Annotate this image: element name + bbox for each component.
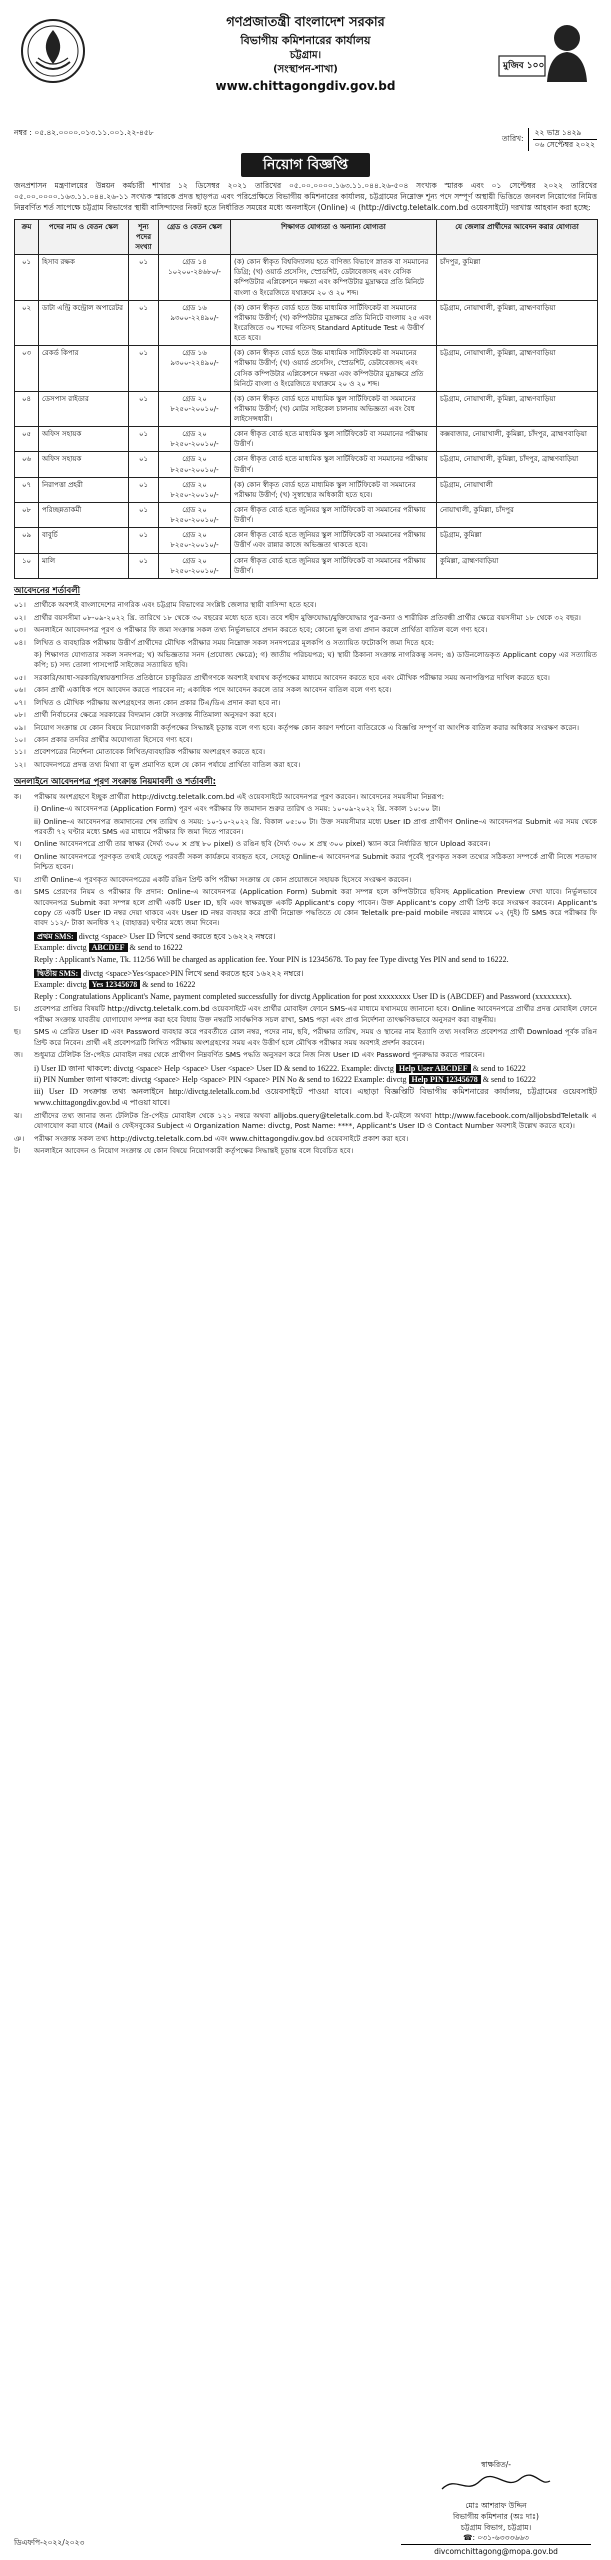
col-post: পদের নাম ও বেতন স্কেল	[39, 219, 129, 254]
cell-serial: ০৩	[15, 346, 39, 392]
cell-district: চট্টগ্রাম, নোয়াখালী, কুমিল্লা, ব্রাহ্মণবাড়িয়া	[437, 391, 598, 426]
table-row	[15, 477, 598, 502]
rule-number: ১১।	[14, 747, 26, 757]
office-city: চট্টগ্রাম।	[289, 49, 322, 61]
cell-district: নোয়াখালী, কুমিল্লা, চাঁদপুর	[437, 503, 598, 528]
cell-post: রেকর্ড কিপার	[39, 346, 129, 392]
recovery-block	[14, 1063, 597, 1109]
posts-table	[14, 219, 598, 579]
rule-number: ০৪।	[14, 637, 26, 647]
online-rule-item	[14, 852, 597, 873]
rule-number	[14, 650, 30, 671]
date-bangla: ২২ ভাদ্র ১৪২৯	[533, 128, 597, 140]
memo-date	[502, 128, 597, 151]
rule-text: অনলাইনে আবেদন ও নিয়োগ সংক্রান্ত যে কোন বিষয়ে নিয়োগকারী কর্তৃপক্ষের সিদ্ধান্তই চূড়ান্ত বলে বিবেচিত হবে।	[34, 1146, 354, 1156]
signatory-email[interactable]: divcomchittagong@mopa.gov.bd	[401, 2544, 591, 2558]
cell-count: ০১	[129, 477, 159, 502]
signatory-name: মোঃ আশরাফ উদ্দিন	[465, 2500, 527, 2510]
condition-item	[14, 673, 597, 683]
recovery-user-id: i) User ID জানা থাকলে: divctg <space> Help <space> User <space> User ID & send to 16222. Example: divctg	[34, 1063, 394, 1073]
table-row	[15, 503, 598, 528]
cell-grade: গ্রেড ১৪ ১০২০০-২৪৬৮০/-	[159, 255, 231, 301]
table-row	[15, 255, 598, 301]
online-rule-item	[14, 1004, 597, 1025]
cell-post: মালি	[39, 553, 129, 578]
cell-serial: ০৪	[15, 391, 39, 426]
signatory-phone: ☎: ০৩১-৬৩৩৩৬৬৩	[463, 2533, 529, 2543]
online-rules-list	[14, 792, 597, 929]
portrait-caption: মুজিব ১০০	[503, 61, 545, 71]
cell-count: ০১	[129, 503, 159, 528]
date-gregorian: ০৬ সেপ্টেম্বর ২০২২	[534, 139, 595, 149]
cell-district: কুমিল্লা, ব্রাহ্মণবাড়িয়া	[437, 553, 598, 578]
cell-serial: ০৫	[15, 427, 39, 452]
cell-serial: ০২	[15, 300, 39, 346]
cell-serial: ০৯	[15, 528, 39, 553]
rule-text: ক) শিক্ষাগত যোগ্যতার সকল সনদপত্র; খ) অভিজ্ঞতার সনদ (প্রযোজ্য ক্ষেত্রে); গ) জাতীয় পরিচয়পত্র; ঘ) স্থায়ী ঠিকানা সংক্রান্ত নাগরিকত্ব সনদ; ঙ) ডাউনলোডকৃত Applicant copy এর সত্যায়িত কপি; চ) সদ্য তোলা পাসপোর্ট সাইজের সত্যায়িত ছবি।	[34, 649, 597, 670]
cell-grade: গ্রেড ২০ ৮২৫০-২০০১০/-	[159, 477, 231, 502]
cell-serial: ০৬	[15, 452, 39, 477]
condition-item	[14, 723, 597, 733]
cell-grade: গ্রেড ২০ ৮২৫০-২০০১০/-	[159, 452, 231, 477]
cell-serial: ০৮	[15, 503, 39, 528]
mujib-100-logo	[497, 16, 593, 82]
online-rule-item	[14, 1027, 597, 1048]
cell-post: অফিস সহায়ক	[39, 427, 129, 452]
cell-qualification: কোন স্বীকৃত বোর্ড হতে মাধ্যমিক স্কুল সার্টিফিকেট বা সমমানের পরীক্ষায় উত্তীর্ণ।	[231, 427, 437, 452]
cell-serial: ০৭	[15, 477, 39, 502]
recovery-user-id-highlight: Help User ABCDEF	[396, 1064, 471, 1073]
cell-post: ডাটা এন্ট্রি কন্ট্রোল অপারেটর	[39, 300, 129, 346]
rule-text: প্রার্থীদের তথ্য জানার জন্য টেলিটক প্রি-পেইড মোবাইল থেকে ১২১ নম্বরে অথবা alljobs.query@teletalk.com.bd ই-মেইলে অথবা http://www.facebook.com/alljobsbdTeletalk এ যোগাযোগ করা যাবে (Mail ও ফেইসবুকের Subject এ Organization Name: divctg, Post Name: ****, Applicant's User ID ও Contact Number অবশ্যই উল্লেখ করতে হবে)।	[34, 1111, 597, 1131]
rule-number: খ।	[14, 839, 22, 849]
table-header-row	[15, 219, 598, 254]
date-label: তারিখ:	[502, 133, 524, 143]
notice-intro: জনপ্রশাসন মন্ত্রণালয়ের উন্নয়ন কর্মচারী শাখার ১২ ডিসেম্বর ২০২১ তারিখের ০৫.০০.০০০০.১৬৩.১১.০৪৪.২৬-৫০৪ সংখ্যক স্মারক এবং ০১ সেপ্টেম্বর ২০২২ তারিখের ০৫.০০.০০০০.১৬৩.১১.০৪৪.২৬-১১ সংখ্যক স্মারকে প্রদত্ত ছাড়পত্র এবং পরিপ্রেক্ষিতে বিভাগীয় কমিশনারের কার্যালয়, চট্টগ্রামের নিম্নোক্ত শূন্য পদে সম্পূর্ণ অস্থায়ী ভিত্তিতে জনবল নিয়োগের নিমিত্ত নিম্নবর্ণিত শর্ত সাপেক্ষে চট্টগ্রাম বিভাগের স্থায়ী বাসিন্দাদের নিকট হতে নির্ধারিত সময়ের মধ্যে অনলাইনে (Online) এ (http://divctg.teletalk.com.bd ওয়েবসাইটে) দরখাস্ত আহবান করা হচ্ছে:	[14, 181, 597, 212]
cell-count: ০১	[129, 528, 159, 553]
cell-qualification: (ক) কোন স্বীকৃত বোর্ড হতে মাধ্যমিক স্কুল সার্টিফিকেট বা সমমানের পরীক্ষায় উত্তীর্ণ; (খ) মোটর সাইকেল চালনায় অভিজ্ঞতা এবং বৈধ লাইসেন্সধারী।	[231, 391, 437, 426]
cell-post: পরিচ্ছন্নতাকর্মী	[39, 503, 129, 528]
rule-text: আবেদনপত্রে প্রদত্ত তথ্য মিথ্যা বা ভুল প্রমাণিত হলে যে কোন পর্যায়ে প্রার্থিতা বাতিল করা হবে।	[34, 759, 301, 769]
rule-number: ১২।	[14, 759, 26, 769]
rule-number	[14, 817, 30, 838]
cell-post: ডেসপাস রাইডার	[39, 391, 129, 426]
condition-item	[14, 613, 597, 623]
sms-second-label: দ্বিতীয় SMS:	[34, 969, 81, 978]
notice-title: নিয়োগ বিজ্ঞপ্তি	[241, 153, 370, 177]
condition-item	[14, 710, 597, 720]
rule-number: ট।	[14, 1146, 21, 1156]
rule-number: ঞ।	[14, 1133, 25, 1143]
rule-text: পরীক্ষায় অংশগ্রহণে ইচ্ছুক প্রার্থীরা http://divctg.teletalk.com.bd এই ওয়েবসাইটে আবেদনপত্র পূরণ করবেন। আবেদনের সময়সীমা নিম্নরূপ:	[34, 791, 445, 801]
cell-qualification: কোন স্বীকৃত বোর্ড হতে জুনিয়র স্কুল সার্টিফিকেট বা সমমানের পরীক্ষায় উত্তীর্ণ।	[231, 553, 437, 578]
online-rules-list-2	[14, 1004, 597, 1060]
condition-item	[14, 747, 597, 757]
cell-qualification: (ক) কোন স্বীকৃত বোর্ড হতে মাধ্যমিক স্কুল সার্টিফিকেট বা সমমানের পরীক্ষায় উত্তীর্ণ; (খ) সুস্বাস্থ্যের অধিকারী হতে হবে।	[231, 477, 437, 502]
rule-text: প্রার্থীর বয়সসীমা ০৮-০৯-২০২২ খ্রি. তারিখে ১৮ থেকে ৩০ বছরের মধ্যে হতে হবে। তবে শহীদ মুক্তিযোদ্ধা/মুক্তিযোদ্ধার পুত্র-কন্যা ও শারীরিক প্রতিবন্ধী প্রার্থীর ক্ষেত্রে বয়সসীমা ১৮ থেকে ৩২ বছর।	[34, 612, 581, 622]
rule-number: জ।	[14, 1050, 24, 1060]
online-rule-item	[14, 839, 597, 849]
rule-text: সরকারি/আধা-সরকারি/স্বায়ত্তশাসিত প্রতিষ্ঠানে চাকুরিরত প্রার্থীগণকে অবশ্যই যথাযথ কর্তৃপক্ষের মাধ্যমে আবেদন করতে হবে এবং মৌখিক পরীক্ষার সময় অনাপত্তিপত্র দাখিল করতে হবে।	[34, 672, 550, 682]
memo-reference: নম্বর : ০৫.৪২.০০০০.০১৩.১১.০০১.২২-৪৫৮	[14, 128, 154, 137]
rule-text: প্রার্থীকে অবশ্যই বাংলাদেশের নাগরিক এবং চট্টগ্রাম বিভাগের সংশ্লিষ্ট জেলার স্থায়ী বাসিন্দা হতে হবে।	[34, 600, 317, 610]
sms-first-command: divctg <space> User ID লিখে send করতে হবে ১৬২২২ নম্বরে।	[78, 931, 276, 941]
col-serial: ক্রম	[15, 219, 39, 254]
online-rule-item	[14, 1111, 597, 1132]
sms-second-example-highlight: Yes 12345678	[89, 980, 141, 989]
condition-item	[14, 650, 597, 671]
rule-text: কোন প্রকার তদবির প্রার্থীর অযোগ্যতা হিসেবে গণ্য হবে।	[34, 735, 193, 745]
rule-text: ii) Online-এ আবেদনপত্র জমাদানের শেষ তারিখ ও সময়: ১০-১০-২০২২ খ্রি. বিকাল ০৫:০০ টা। উক্ত সময়সীমার মধ্যে User ID প্রাপ্ত প্রার্থীগণ Online-এ আবেদনপত্র Submit এর সময় থেকে পরবর্তী ৭২ ঘণ্টার মধ্যে SMS এর মাধ্যমে পরীক্ষার ফি জমা দিতে পারবেন।	[34, 816, 597, 836]
cell-grade: গ্রেড ২০ ৮২৫০-২০০১০/-	[159, 391, 231, 426]
rule-number: ০৭।	[14, 697, 26, 707]
rule-text: SMS এ প্রেরিত User ID এবং Password ব্যবহার করে পরবর্তীতে রোল নম্বর, পদের নাম, ছবি, পরীক্ষার তারিখ, সময় ও স্থানের নাম ইত্যাদি তথ্য সংবলিত প্রবেশপত্র প্রার্থী Download পূর্বক রঙিন প্রিন্ট করে নিবেন। প্রার্থী এই প্রবেশপত্রটি লিখিত পরীক্ষায় অংশগ্রহণের সময় এবং উত্তীর্ণ হলে মৌখিক পরীক্ষার সময় অবশ্যই প্রদর্শন করবেন।	[34, 1027, 597, 1047]
cell-district: কক্সবাজার, নোয়াখালী, কুমিল্লা, চাঁদপুর, ব্রাহ্মণবাড়িয়া	[437, 427, 598, 452]
rule-number: ০৫।	[14, 672, 26, 682]
rule-text: SMS প্রেরণের নিয়ম ও পরীক্ষার ফি প্রদান: Online-এ আবেদনপত্র (Application Form) Submit করা সম্পন্ন হলে কম্পিউটারে ছবিসহ Application Preview দেখা যাবে। নির্ভুলভাবে আবেদনপত্র Submit করা সম্পন্ন হলে প্রার্থী একটি User ID, ছবি এবং স্বাক্ষরযুক্ত একটি Applicant's copy পাবেন। উক্ত Applicant's copy প্রার্থী প্রিন্ট করে সংরক্ষণ করবেন। Applicant's copy তে একটি User ID নম্বর দেয়া থাকবে এবং User ID নম্বর ব্যবহার করে প্রার্থী নিম্নোক্ত পদ্ধতিতে যে কোন Teletalk pre-paid mobile নম্বরের মাধ্যমে ০২ (দুই) টি SMS করে পরীক্ষার ফি বাবদ ১১২/- টাকা অনধিক ৭২ (বাহাত্তর) ঘণ্টার মধ্যে জমা দিবেন।	[34, 887, 597, 928]
condition-item	[14, 760, 597, 770]
signature-block	[401, 2460, 591, 2558]
rule-number: চ।	[14, 1004, 21, 1014]
letterhead	[14, 14, 597, 126]
rule-number: ০৩।	[14, 625, 26, 635]
online-rule-item	[14, 887, 597, 929]
rule-text: Online আবেদনপত্রে পূরণকৃত তথ্যই যেহেতু পরবর্তী সকল কার্যক্রমে ব্যবহৃত হবে, সেহেতু Online-এ আবেদনপত্র Submit করার পূর্বেই পূরণকৃত সকল তথ্যের সঠিকতা সম্পর্কে প্রার্থী নিজে শতভাগ নিশ্চিত হবেন।	[34, 851, 597, 872]
rule-text: শুধুমাত্র টেলিটক প্রি-পেইড মোবাইল নম্বর থেকে প্রার্থীগণ নিম্নবর্ণিত SMS পদ্ধতি অনুসরণ করে নিজ নিজ User ID এবং Password পুনরুদ্ধার করতে পারবেন।	[34, 1050, 485, 1060]
condition-item	[14, 600, 597, 610]
rule-text: i) Online-এ আবেদনপত্র (Application Form) পূরণ এবং পরীক্ষার ফি জমাদান শুরুর তারিখ ও সময়: ১০-০৯-২০২২ খ্রি. সকাল ১০:০০ টা।	[34, 804, 441, 814]
sms-first-example-tail: & send to 16222	[129, 943, 183, 953]
cell-qualification: (ক) কোন স্বীকৃত বোর্ড হতে উচ্চ মাধ্যমিক সার্টিফিকেট বা সমমানের পরীক্ষায় উত্তীর্ণ; (খ) কম্পিউটার মুদ্রাক্ষরে প্রতি মিনিটে বাংলায় ২৫ এবং ইংরেজিতে ৩০ শব্দের গতিসহ Standard Aptitude Test এ উত্তীর্ণ হতে হবে।	[231, 300, 437, 346]
online-rule-item	[14, 1050, 597, 1060]
cell-count: ০১	[129, 452, 159, 477]
cell-count: ০১	[129, 255, 159, 301]
signature-stroke-icon	[436, 2471, 556, 2497]
rule-number: ক।	[14, 791, 22, 801]
rule-text: প্রার্থী Online-এ পূরণকৃত আবেদনপত্রের একটি রঙিন প্রিন্ট কপি পরীক্ষা সংক্রান্ত যে কোন প্রয়োজনে সহায়ক হিসেবে সংরক্ষণ করবেন।	[34, 874, 412, 884]
online-rule-item	[14, 875, 597, 885]
sms-first-label: প্রথম SMS:	[34, 932, 77, 941]
col-grade: গ্রেড ও বেতন স্কেল	[159, 219, 231, 254]
online-rules-heading: অনলাইনে আবেদনপত্র পূরণ সংক্রান্ত নিয়মাবলী ও শর্তাবলী:	[14, 777, 217, 788]
recovery-website-note: iii) User ID সংক্রান্ত তথ্য অনলাইনে http://divctg.teletalk.com.bd ওয়েবসাইটে পাওয়া যাবে। এছাড়া বিজ্ঞপ্তিটি বিভাগীয় কমিশনারের কার্যালয়, চট্টগ্রামের ওয়েবসাইট www.chittagongdiv.gov.bd এ পাওয়া যাবে।	[34, 1086, 597, 1108]
cell-grade: গ্রেড ২০ ৮২৫০-২০০১০/-	[159, 553, 231, 578]
cell-serial: ১০	[15, 553, 39, 578]
signatory-designation: বিভাগীয় কমিশনার (অঃ দাঃ)	[453, 2511, 539, 2521]
cell-post: অফিস সহায়ক	[39, 452, 129, 477]
rule-number: ০৮।	[14, 710, 26, 720]
rule-text: পরীক্ষা সংক্রান্ত সকল তথ্য http://divctg.teletalk.com.bd এবং www.chittagongdiv.gov.bd ওয়েবসাইটে প্রকাশ করা হবে।	[34, 1133, 409, 1143]
cell-qualification: কোন স্বীকৃত বোর্ড হতে মাধ্যমিক স্কুল সার্টিফিকেট বা সমমানের পরীক্ষায় উত্তীর্ণ।	[231, 452, 437, 477]
condition-item	[14, 698, 597, 708]
table-row	[15, 427, 598, 452]
rule-text: কোন প্রার্থী একাধিক পদে আবেদন করতে পারবেন না; একাধিক পদে আবেদন করলে তার সকল আবেদন বাতিল বলে গণ্য হবে।	[34, 685, 392, 695]
cell-serial: ০১	[15, 255, 39, 301]
cell-district: চট্টগ্রাম, নোয়াখালী, কুমিল্লা, ব্রাহ্মণবাড়িয়া	[437, 346, 598, 392]
cell-count: ০১	[129, 391, 159, 426]
condition-item	[14, 625, 597, 635]
condition-item	[14, 638, 597, 648]
sms-second-example: Example: divctg	[34, 980, 87, 990]
rule-number: ০৯।	[14, 722, 26, 732]
rule-number: ঝ।	[14, 1111, 23, 1121]
sms-second-block	[14, 968, 597, 1003]
cell-grade: গ্রেড ১৬ ৯৩০০-২২৪৯০/-	[159, 300, 231, 346]
cell-grade: গ্রেড ২০ ৮২৫০-২০০১০/-	[159, 528, 231, 553]
cell-qualification: কোন স্বীকৃত বোর্ড হতে জুনিয়র স্কুল সার্টিফিকেট বা সমমানের পরীক্ষায় উত্তীর্ণ এবং রান্নার কাজে অভিজ্ঞতা থাকতে হবে।	[231, 528, 437, 553]
rule-text: অনলাইনে আবেদনপত্র পূরণ ও পরীক্ষার ফি জমা সংক্রান্ত সকল তথ্য নির্ভুলভাবে প্রদান করতে হবে; কোনো ভুল তথ্য প্রদান করলে প্রার্থিতা বাতিল বলে গণ্য হবে।	[34, 625, 488, 635]
rule-text: নিয়োগ সংক্রান্ত যে কোন বিষয়ে নিয়োগকারী কর্তৃপক্ষের সিদ্ধান্তই চূড়ান্ত বলে গণ্য হবে। কর্তৃপক্ষ কোন কারণ দর্শানো ব্যতিরেকে এ বিজ্ঞপ্তি সম্পূর্ণ বা আংশিক বাতিল করার অধিকার সংরক্ষণ করেন।	[34, 722, 580, 732]
rule-number: ০১।	[14, 600, 26, 610]
sms-first-example-highlight: ABCDEF	[89, 943, 128, 952]
cell-qualification: (ক) কোন স্বীকৃত বিশ্ববিদ্যালয় হতে বাণিজ্য বিভাগে স্নাতক বা সমমানের ডিগ্রি; (খ) ওয়ার্ড প্রসেসিং, স্প্রেডশিট, ডেটাবেজসহ এবং বেসিক কম্পিউটার এপ্লিকেশনে দক্ষতা এবং কম্পিউটার মুদ্রাক্ষরে প্রতি মিনিটে বাংলা ও ইংরেজিতে যথাক্রমে ২০ ও ২০ শব্দ।	[231, 255, 437, 301]
rule-text: প্রার্থী নির্বাচনের ক্ষেত্রে সরকারের বিদ্যমান কোটা সংক্রান্ত নীতিমালা অনুসরণ করা হবে।	[34, 710, 277, 720]
online-rule-item	[14, 817, 597, 838]
government-seal-icon	[20, 18, 86, 84]
table-row	[15, 346, 598, 392]
rule-number: ০৬।	[14, 685, 26, 695]
col-district: যে জেলার প্রার্থীদের আবেদন করার যোগ্যতা	[437, 219, 598, 254]
cell-district: চট্টগ্রাম, কুমিল্লা	[437, 528, 598, 553]
condition-item	[14, 685, 597, 695]
cell-post: নিরাপত্তা প্রহরী	[39, 477, 129, 502]
cell-qualification: (ক) কোন স্বীকৃত বোর্ড হতে উচ্চ মাধ্যমিক সার্টিফিকেট বা সমমানের পরীক্ষায় উত্তীর্ণ; (খ) ওয়ার্ড প্রসেসিং, স্প্রেডশিট, ডেটাবেজসহ এবং বেসিক কম্পিউটার এপ্লিকেশনে দক্ষতা এবং কম্পিউটার মুদ্রাক্ষরে প্রতি মিনিটে বাংলা ও ইংরেজিতে যথাক্রমে ২০ ও ২০ শব্দ।	[231, 346, 437, 392]
table-row	[15, 452, 598, 477]
rule-number	[14, 804, 30, 814]
rule-number: ঘ।	[14, 874, 22, 884]
sms-second-command: divctg <space>Yes<space>PIN লিখে send করতে হবে ১৬২২২ নম্বরে।	[83, 968, 304, 978]
sms-second-reply: Reply : Congratulations Applicant's Name, payment completed successfully for divctg Application for post xxxxxxxx User ID is (ABCDEF) and Password (xxxxxxxx).	[34, 991, 572, 1001]
rule-text: প্রবেশপত্রের নির্দেশনা মোতাবেক লিখিত/ব্যবহারিক পরীক্ষায় অংশগ্রহণ করতে হবে।	[34, 747, 266, 757]
sms-second-example-tail: & send to 16222	[142, 980, 196, 990]
recovery-pin-highlight: Help PIN 12345678	[409, 1075, 481, 1084]
online-rule-item	[14, 804, 597, 814]
cell-grade: গ্রেড ২০ ৮২৫০-২০০১০/-	[159, 427, 231, 452]
table-row	[15, 528, 598, 553]
signature-label: স্বাক্ষরিত/-	[481, 2460, 511, 2469]
rule-number: ছ।	[14, 1027, 21, 1037]
cell-district: চট্টগ্রাম, নোয়াখালী, কুমিল্লা, ব্রাহ্মণবাড়িয়া	[437, 300, 598, 346]
office-branch: (সংস্থাপন-শাখা)	[273, 64, 338, 76]
cell-count: ০১	[129, 553, 159, 578]
memo-row	[14, 128, 597, 151]
rule-number: ০২।	[14, 612, 26, 622]
footer-reference: ডিএফপি-২০২২/২০২৩	[14, 2538, 85, 2547]
rule-text: লিখিত ও মৌখিক পরীক্ষায় অংশগ্রহণের জন্য কোন প্রকার টিএ/ডিএ প্রদান করা হবে না।	[34, 697, 281, 707]
cell-count: ০১	[129, 346, 159, 392]
rule-number: ঙ।	[14, 887, 22, 897]
conditions-heading: আবেদনের শর্তাবলী	[14, 585, 81, 596]
cell-qualification: কোন স্বীকৃত বোর্ড হতে জুনিয়র স্কুল সার্টিফিকেট বা সমমানের পরীক্ষায় উত্তীর্ণ।	[231, 503, 437, 528]
online-rule-item	[14, 1146, 597, 1156]
sms-first-example: Example: divctg	[34, 943, 87, 953]
posts-table-body	[15, 255, 598, 579]
office-name: বিভাগীয় কমিশনারের কার্যালয়	[240, 33, 371, 47]
cell-district: চাঁদপুর, কুমিল্লা	[437, 255, 598, 301]
table-row	[15, 391, 598, 426]
recovery-pin: ii) PIN Number জানা থাকলে: divctg <space> Help <space> PIN <space> PIN No & send to 16222 Example: divctg	[34, 1075, 407, 1085]
cell-count: ০১	[129, 300, 159, 346]
cell-grade: গ্রেড ১৬ ৯৩০০-২২৪৯০/-	[159, 346, 231, 392]
table-row	[15, 300, 598, 346]
office-website[interactable]: www.chittagongdiv.gov.bd	[215, 78, 396, 93]
rule-text: লিখিত ও ব্যবহারিক পরীক্ষায় উত্তীর্ণ প্রার্থীদের মৌখিক পরীক্ষার সময় নিম্নোক্ত সকল সনদপত্রের মূলকপি ও সত্যায়িত ফটোকপি জমা দিতে হবে:	[34, 637, 435, 647]
rule-text: Online আবেদনপত্রে প্রার্থী তার স্বাক্ষর (দৈর্ঘ্য ৩০০ × প্রস্থ ৮০ pixel) ও রঙিন ছবি (দৈর্ঘ্য ৩০০ × প্রস্থ ৩০০ pixel) স্ক্যান করে নির্ধারিত স্থানে Upload করবেন।	[34, 839, 491, 849]
condition-item	[14, 735, 597, 745]
cell-post: বাবুর্চি	[39, 528, 129, 553]
rule-number: গ।	[14, 851, 22, 861]
cell-count: ০১	[129, 427, 159, 452]
sms-first-reply: Reply : Applicant's Name, Tk. 112/56 Will be charged as application fee. Your PIN is 12345678. To pay fee Type divctg Yes PIN and send to 16222.	[34, 955, 509, 965]
rule-text: প্রবেশপত্র প্রাপ্তির বিষয়টি http://divctg.teletalk.com.bd ওয়েবসাইটে এবং প্রার্থীর মোবাইল ফোনে SMS-এর মাধ্যমে যথাসময়ে জানানো হবে। Online আবেদনপত্রে প্রার্থীর প্রদত্ত মোবাইল ফোনে পরীক্ষা সংক্রান্ত যাবতীয় যোগাযোগ সম্পন্ন করা হবে বিধায় উক্ত নম্বরটি সার্বক্ষণিক সচল রাখা, SMS পড়া এবং প্রাপ্ত নির্দেশনা তাৎক্ষণিকভাবে অনুসরণ করা বাঞ্ছনীয়।	[34, 1004, 597, 1024]
gov-name: গণপ্রজাতন্ত্রী বাংলাদেশ সরকার	[226, 15, 385, 30]
rule-number: ১০।	[14, 735, 26, 745]
conditions-list	[14, 600, 597, 770]
cell-post: হিসাব রক্ষক	[39, 255, 129, 301]
online-rules-list-3	[14, 1111, 597, 1157]
online-rule-item	[14, 792, 597, 802]
cell-district: চট্টগ্রাম, নোয়াখালী, কুমিল্লা, চাঁদপুর, ব্রাহ্মণবাড়িয়া	[437, 452, 598, 477]
recovery-user-id-tail: & send to 16222	[472, 1063, 526, 1073]
table-row	[15, 553, 598, 578]
cell-grade: গ্রেড ২০ ৮২৫০-২০০১০/-	[159, 503, 231, 528]
online-rule-item	[14, 1134, 597, 1144]
cell-district: চট্টগ্রাম, নোয়াখালী	[437, 477, 598, 502]
sms-first-block	[14, 931, 597, 966]
col-qualification: শিক্ষাগত যোগ্যতা ও অন্যান্য যোগ্যতা	[231, 219, 437, 254]
signatory-office: চট্টগ্রাম বিভাগ, চট্টগ্রাম।	[460, 2522, 532, 2532]
col-count: শূন্য পদের সংখ্যা	[129, 219, 159, 254]
recovery-pin-tail: & send to 16222	[482, 1075, 536, 1085]
